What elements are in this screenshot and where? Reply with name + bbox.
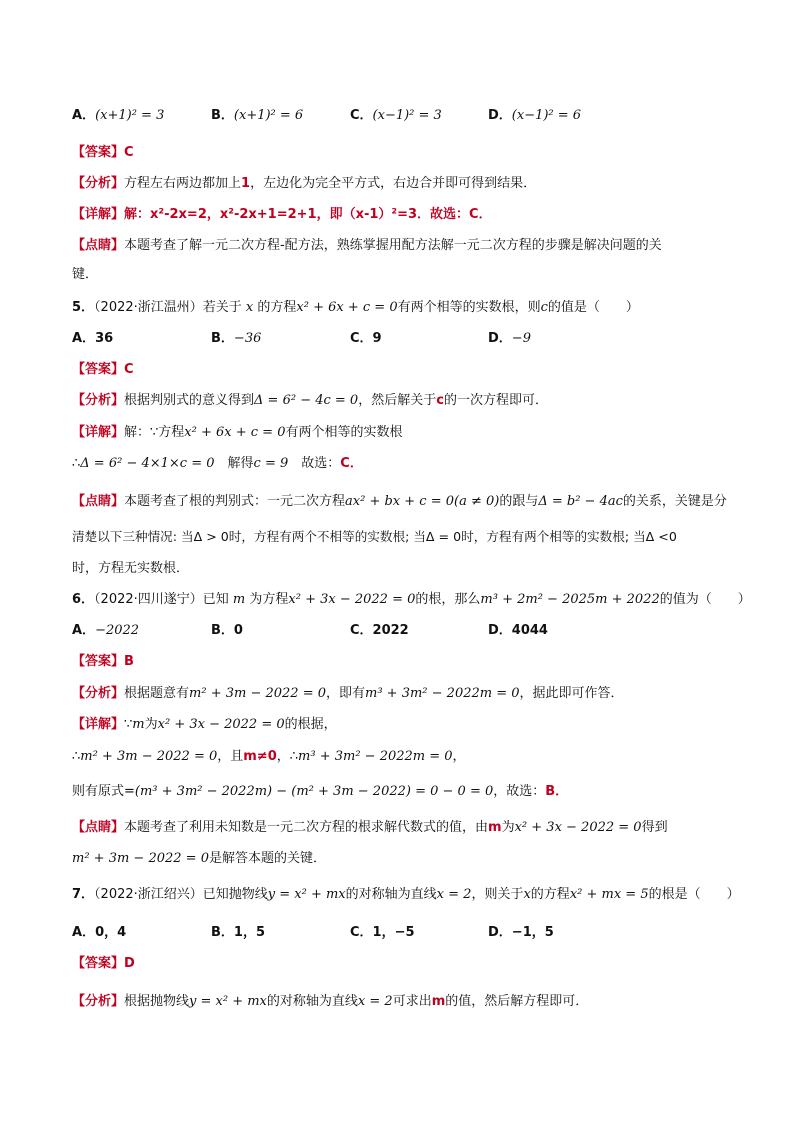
q6-option-b: B．0 (211, 623, 243, 638)
q4-comment-cont: 键． (72, 267, 99, 282)
q5-comment: 【点睛】本题考查了根的判别式：一元二次方程ax² + bx + c = 0(a ≠ 0)的跟与Δ = b² − 4ac的关系，关键是分 (72, 494, 727, 509)
q6-detail-2: ∴m² + 3m − 2022 = 0，且m≠0，∴m³ + 3m² − 2022m = 0， (72, 749, 466, 764)
q5-option-d: D．−9 (488, 331, 531, 346)
q5-analysis: 【分析】根据判别式的意义得到Δ = 6² − 4c = 0，然后解关于c的一次方程即可． (72, 393, 548, 408)
q5-comment-cont-2: 时，方程无实数根． (72, 561, 190, 576)
q4-option-b: B．(x+1)² = 6 (211, 108, 304, 123)
q5-comment-cont: 清楚以下三种情况: 当Δ > 0时，方程有两个不相等的实数根; 当Δ = 0时，方程有两个相等的实数根; 当Δ <0 (72, 529, 677, 544)
q7-option-d: D．−1，5 (488, 925, 554, 940)
q6-detail: 【详解】∵m为x² + 3x − 2022 = 0的根据， (72, 717, 337, 732)
q6-detail-3: 则有原式=(m³ + 3m² − 2022m) − (m² + 3m − 2022) = 0 − 0 = 0，故选：B． (72, 784, 569, 799)
q6-comment: 【点睛】本题考查了利用未知数是一元二次方程的根求解代数式的值，由m为x² + 3x − 2022 = 0得到 (72, 820, 668, 835)
q6-option-c: C．2022 (350, 623, 409, 638)
q5-option-b: B．−36 (211, 331, 262, 346)
q4-option-c: C．(x−1)² = 3 (350, 108, 442, 123)
q7-option-c: C．1，−5 (350, 925, 415, 940)
q6-answer: 【答案】B (72, 654, 134, 669)
q5-stem: 5．（2022·浙江温州）若关于 x 的方程x² + 6x + c = 0有两个相等的实数根，则c的值是（ ） (72, 300, 639, 315)
q4-comment: 【点睛】本题考查了解一元二次方程-配方法，熟练掌握用配方法解一元二次方程的步骤是解决问题的关 (72, 238, 662, 253)
q4-answer: 【答案】C (72, 145, 134, 160)
q7-stem: 7．（2022·浙江绍兴）已知抛物线y = x² + mx的对称轴为直线x = 2，则关于x的方程x² + mx = 5的根是（ ） (72, 887, 740, 902)
q4-option-a: A．(x+1)² = 3 (72, 108, 165, 123)
q6-stem: 6．（2022·四川遂宁）已知 m 为方程x² + 3x − 2022 = 0的根，那么m³ + 2m² − 2025m + 2022的值为（ ） (72, 592, 751, 607)
q5-answer: 【答案】C (72, 362, 134, 377)
q4-analysis: 【分析】方程左右两边都加上1，左边化为完全平方式，右边合并即可得到结果． (72, 176, 537, 191)
q5-detail-2: ∴Δ = 6² − 4×1×c = 0 解得c = 9 故选：C． (72, 456, 363, 471)
q7-answer: 【答案】D (72, 956, 135, 971)
q5-option-a: A．36 (72, 331, 114, 346)
q4-option-d: D．(x−1)² = 6 (488, 108, 582, 123)
q5-option-c: C．9 (350, 331, 382, 346)
q6-option-d: D．4044 (488, 623, 548, 638)
q7-analysis: 【分析】根据抛物线y = x² + mx的对称轴为直线x = 2可求出m的值，然后解方程即可． (72, 994, 589, 1009)
q5-detail: 【详解】解：∵方程x² + 6x + c = 0有两个相等的实数根 (72, 425, 403, 440)
q7-option-a: A．0，4 (72, 925, 127, 940)
q4-detail: 【详解】解：x²-2x=2，x²-2x+1=2+1，即（x-1）²=3．故选：C． (72, 207, 492, 222)
q6-option-a: A．−2022 (72, 623, 140, 638)
q6-comment-cont: m² + 3m − 2022 = 0是解答本题的关键． (72, 851, 326, 866)
q6-analysis: 【分析】根据题意有m² + 3m − 2022 = 0，即有m³ + 3m² − 2022m = 0，据此即可作答． (72, 686, 624, 701)
q7-option-b: B．1，5 (211, 925, 266, 940)
